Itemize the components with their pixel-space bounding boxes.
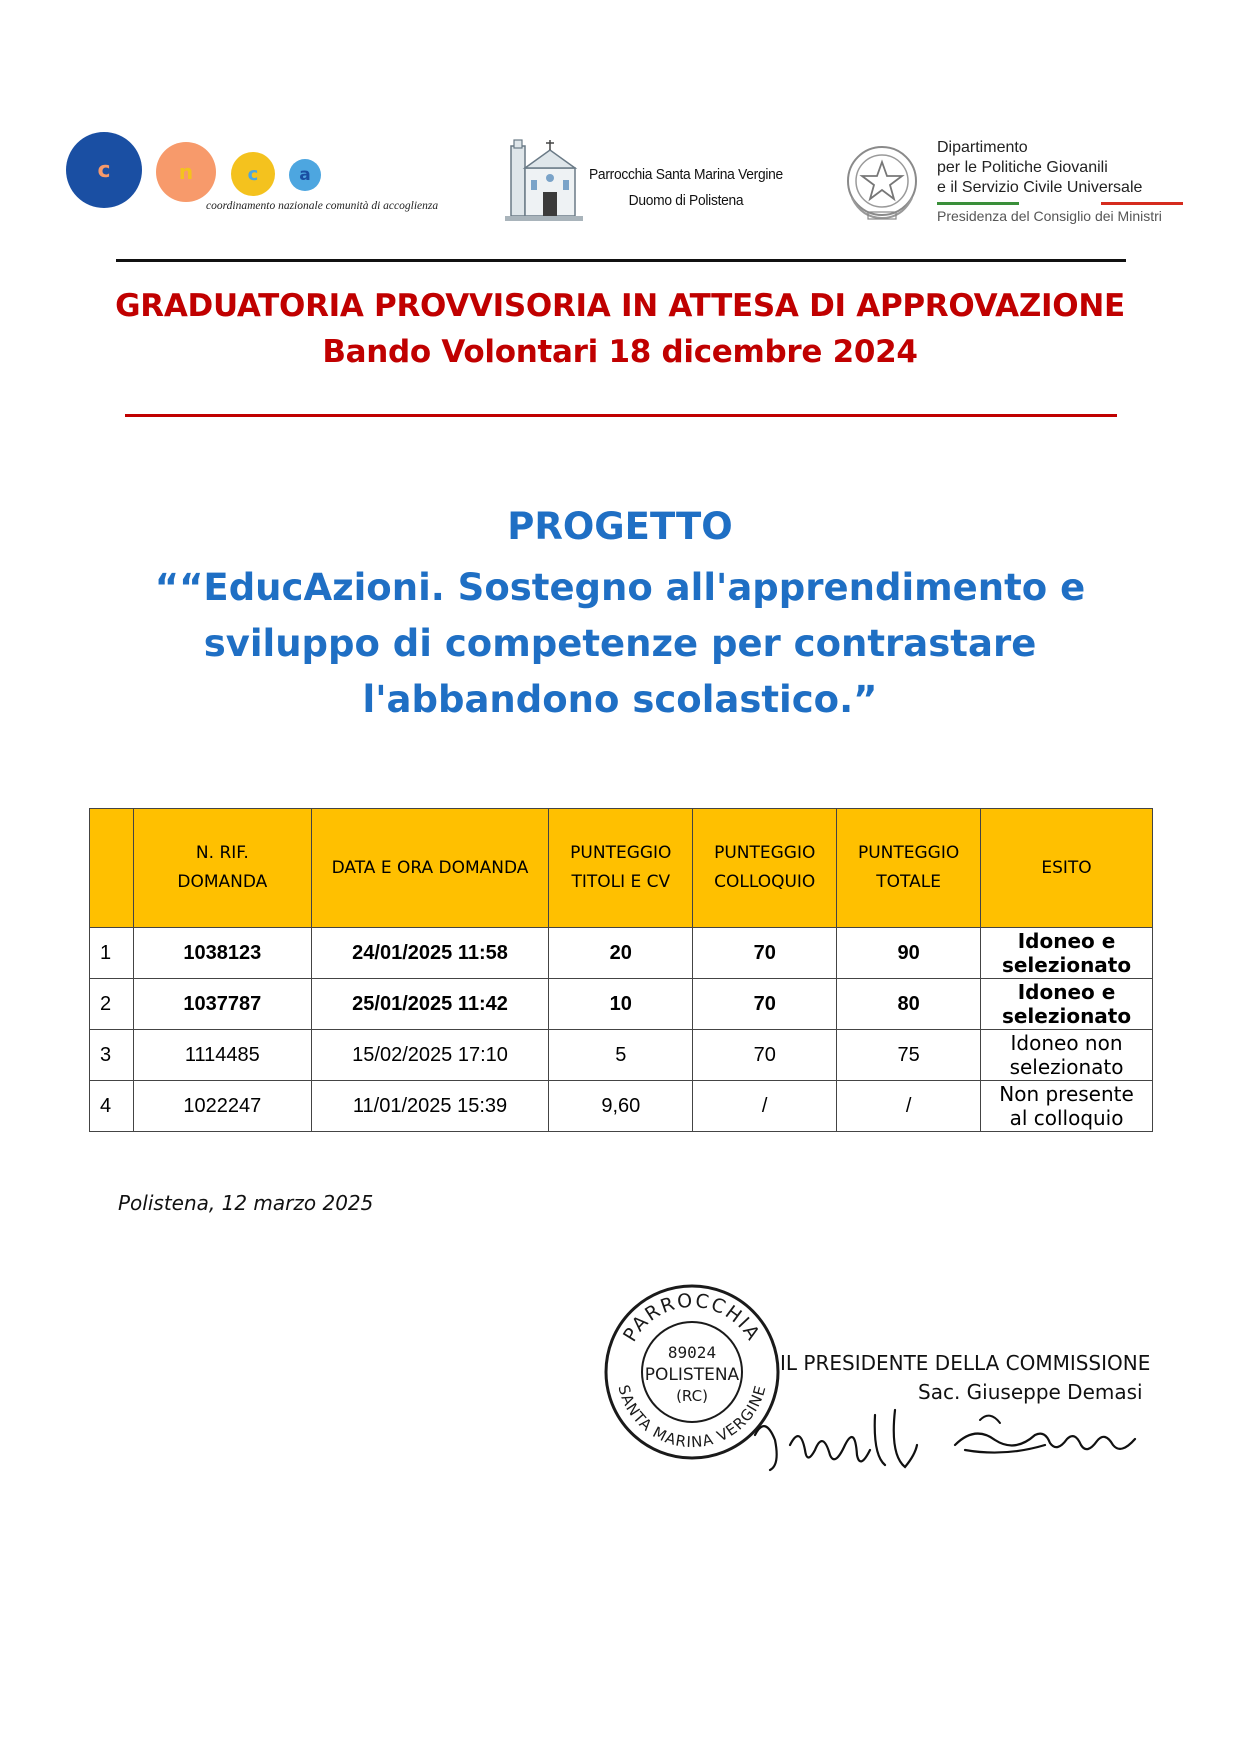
department-line3: e il Servizio Civile Universale bbox=[937, 179, 1143, 196]
header-rif bbox=[133, 809, 311, 928]
department-presidency: Presidenza del Consiglio dei Ministri bbox=[937, 208, 1162, 224]
stamp-center-line1: 89024 bbox=[667, 1343, 717, 1362]
cnca-circle-c2: c bbox=[231, 152, 275, 196]
cell-num: 3 bbox=[90, 1030, 134, 1081]
header-data: DATA E ORA DOMANDA bbox=[311, 809, 549, 928]
cell-data: 11/01/2025 15:39 bbox=[311, 1081, 549, 1132]
cell-totale: / bbox=[837, 1081, 981, 1132]
table-row bbox=[90, 979, 1153, 1030]
cell-colloquio: / bbox=[693, 1081, 837, 1132]
header-num bbox=[90, 809, 134, 928]
project-name: ““EducAzioni. Sostegno all'apprendimento e sviluppo di competenze per contrastare l'abbandono scolastico.” bbox=[154, 566, 1086, 721]
department-logo bbox=[842, 138, 1182, 228]
cell-titoli: 10 bbox=[549, 979, 693, 1030]
header-rif-line2: DOMANDA bbox=[177, 872, 268, 892]
header-colloquio-line1: PUNTEGGIO bbox=[714, 843, 816, 863]
cell-titoli: 5 bbox=[549, 1030, 693, 1081]
svg-text:PARROCCHIA bbox=[619, 1290, 765, 1346]
cell-esito bbox=[981, 928, 1153, 979]
table-header-row bbox=[90, 809, 1153, 928]
cnca-logo bbox=[66, 132, 476, 222]
signer-title: IL PRESIDENTE DELLA COMMISSIONE bbox=[780, 1351, 1151, 1375]
stamp-ring-bottom: SANTA MARINA VERGINE bbox=[614, 1382, 770, 1452]
cell-data: 25/01/2025 11:42 bbox=[311, 979, 549, 1030]
cell-colloquio: 70 bbox=[693, 979, 837, 1030]
cell-esito bbox=[981, 1030, 1153, 1081]
cell-data: 15/02/2025 17:10 bbox=[311, 1030, 549, 1081]
cell-totale: 80 bbox=[837, 979, 981, 1030]
header-colloquio-line2: COLLOQUIO bbox=[714, 872, 816, 892]
cell-esito bbox=[981, 979, 1153, 1030]
cell-data: 24/01/2025 11:58 bbox=[311, 928, 549, 979]
header-totale-line1: PUNTEGGIO bbox=[857, 843, 960, 863]
department-name bbox=[937, 138, 1142, 198]
esito-line1: Non presente bbox=[999, 1082, 1134, 1106]
esito-line1: Idoneo e bbox=[1017, 980, 1116, 1004]
cell-colloquio: 70 bbox=[693, 928, 837, 979]
stamp-center-line2: POLISTENA bbox=[644, 1365, 740, 1385]
esito-line2: selezionato bbox=[1009, 1055, 1124, 1079]
table-row bbox=[90, 928, 1153, 979]
cell-totale: 90 bbox=[837, 928, 981, 979]
ranking-table bbox=[89, 808, 1153, 1132]
project-label: PROGETTO bbox=[507, 505, 733, 548]
parish-name bbox=[589, 162, 783, 214]
cell-num: 1 bbox=[90, 928, 134, 979]
handwritten-signature-icon bbox=[745, 1395, 1145, 1485]
esito-line1: Idoneo non bbox=[1010, 1031, 1123, 1055]
title-underline bbox=[125, 414, 1117, 417]
header-titoli-line1: PUNTEGGIO bbox=[570, 843, 672, 863]
header-titoli-line2: TITOLI E CV bbox=[571, 872, 671, 892]
department-line2: per le Politiche Giovanili bbox=[937, 159, 1108, 176]
italian-emblem-icon bbox=[842, 138, 922, 224]
parish-logo bbox=[505, 138, 805, 222]
header-totale-line2: TOTALE bbox=[876, 872, 941, 892]
header-titoli bbox=[549, 809, 693, 928]
esito-line2: selezionato bbox=[1001, 953, 1132, 977]
cell-num: 2 bbox=[90, 979, 134, 1030]
cnca-subtitle: coordinamento nazionale comunità di accoglienza bbox=[206, 200, 439, 212]
header-rif-line1: N. RIF. bbox=[195, 843, 249, 863]
tricolor-line bbox=[937, 202, 1183, 205]
cell-titoli: 20 bbox=[549, 928, 693, 979]
header-esito: ESITO bbox=[981, 809, 1153, 928]
header-colloquio bbox=[693, 809, 837, 928]
document-title: GRADUATORIA PROVVISORIA IN ATTESA DI APPROVAZIONE bbox=[115, 288, 1125, 324]
parish-line1: Parrocchia Santa Marina Vergine bbox=[589, 166, 783, 183]
esito-line2: al colloquio bbox=[1009, 1106, 1124, 1130]
stamp-center-line3: (RC) bbox=[676, 1387, 708, 1405]
cell-totale: 75 bbox=[837, 1030, 981, 1081]
cell-colloquio: 70 bbox=[693, 1030, 837, 1081]
table-row bbox=[90, 1030, 1153, 1081]
cnca-circle-a: a bbox=[289, 159, 321, 191]
cell-esito bbox=[981, 1081, 1153, 1132]
cnca-circle-n: n bbox=[156, 142, 216, 202]
stamp-ring-top: PARROCCHIA bbox=[619, 1289, 765, 1346]
parish-line2: Duomo di Polistena bbox=[628, 192, 744, 209]
header-totale bbox=[837, 809, 981, 928]
esito-line1: Idoneo e bbox=[1017, 929, 1116, 953]
department-line1: Dipartimento bbox=[937, 139, 1028, 156]
table-row bbox=[90, 1081, 1153, 1132]
cell-titoli: 9,60 bbox=[549, 1081, 693, 1132]
place-date: Polistena, 12 marzo 2025 bbox=[118, 1191, 374, 1215]
cell-rif: 1038123 bbox=[133, 928, 311, 979]
cnca-circle-c: c bbox=[66, 132, 142, 208]
esito-line2: selezionato bbox=[1001, 1004, 1132, 1028]
church-icon bbox=[505, 138, 583, 222]
header-divider bbox=[116, 259, 1126, 262]
cell-rif: 1114485 bbox=[133, 1030, 311, 1081]
cell-num: 4 bbox=[90, 1081, 134, 1132]
cell-rif: 1022247 bbox=[133, 1081, 311, 1132]
document-subtitle: Bando Volontari 18 dicembre 2024 bbox=[322, 334, 918, 370]
signer-name: Sac. Giuseppe Demasi bbox=[918, 1380, 1143, 1404]
cell-rif: 1037787 bbox=[133, 979, 311, 1030]
